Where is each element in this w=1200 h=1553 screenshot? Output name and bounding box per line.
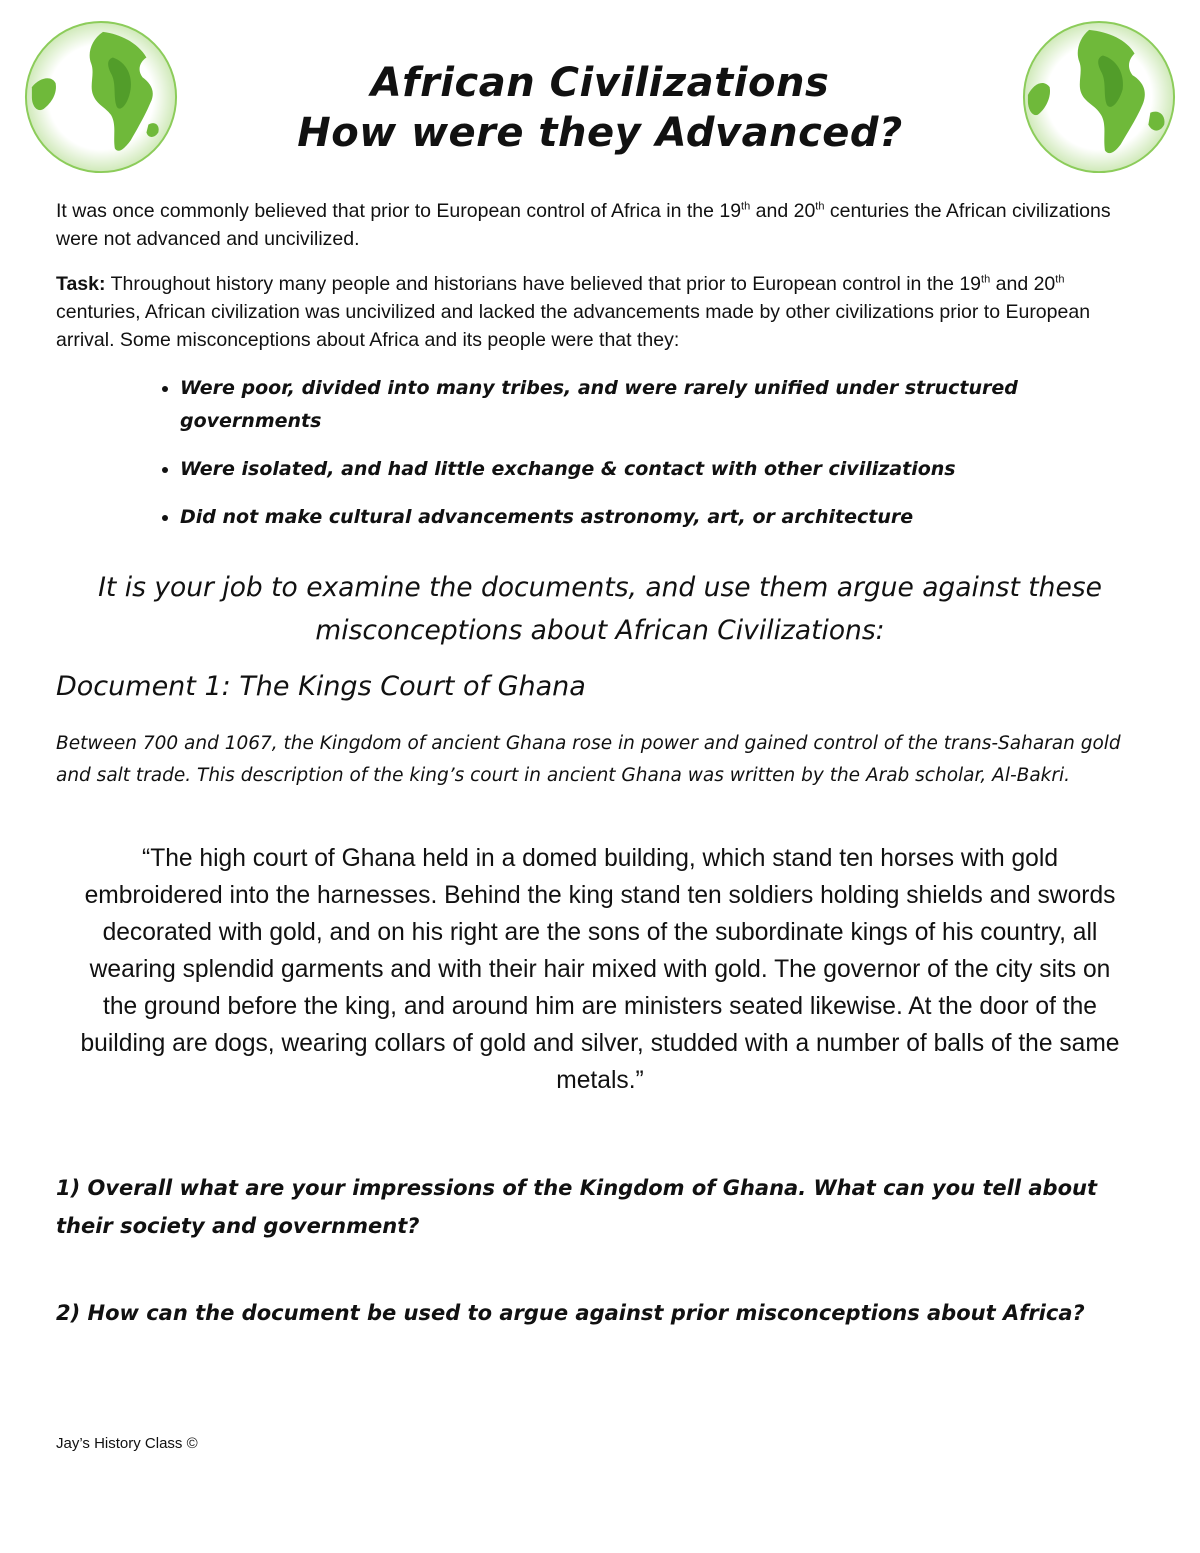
ordinal-suffix: th — [981, 273, 991, 286]
question-2: 2) How can the document be used to argue against prior misconceptions about Africa? — [56, 1301, 1085, 1325]
intro-text: It was once commonly believed that prior to European control of Africa in the 19 — [56, 200, 742, 222]
task-text: and 20 — [990, 273, 1056, 295]
footer-credit: Jay’s History Class © — [56, 1435, 198, 1452]
intro-paragraph — [56, 197, 1151, 253]
document-intro: Between 700 and 1067, the Kingdom of ancient Ghana rose in power and gained control of the trans-Saharan gold and salt trade. This description of the king’s court in ancient Ghana was written by the Arab scholar, Al-Bakri. — [56, 733, 1121, 786]
task-text: centuries, African civilization was uncivilized and lacked the advancements made by other civilizations prior to European arrival. Some misconceptions about Africa and its people were that they: — [56, 301, 1091, 351]
task-label: Task: — [56, 273, 106, 295]
title-line-1: African Civilizations — [370, 60, 830, 106]
ordinal-suffix: th — [741, 200, 751, 213]
document-quote: “The high court of Ghana held in a domed building, which stand ten horses with gold embroidered into the harnesses. Behind the king stand ten soldiers holding shields and swords decorated with gold, and on his right are the sons of the subordinate kings of his country, all wearing splendid garments and with their hair mixed with gold. The governor of the city sits on the ground before the king, and around him are ministers seated likewise. At the door of the building are dogs, wearing collars of gold and silver, studded with a number of balls of the same metals.” — [80, 845, 1120, 1094]
intro-text: centuries the African civilizations were not advanced and uncivilized. — [56, 200, 1111, 250]
list-item: • Did not make cultural advancements astronomy, art, or architecture — [180, 501, 1150, 534]
ordinal-suffix: th — [1055, 273, 1065, 286]
job-line-2: misconceptions about African Civilizations: — [315, 615, 885, 646]
intro-text: and 20 — [750, 200, 816, 222]
list-item: • Were isolated, and had little exchange & contact with other civilizations — [180, 453, 1150, 486]
task-paragraph — [56, 270, 1151, 354]
misconceptions-list — [140, 372, 1150, 549]
list-item: • Were poor, divided into many tribes, and were rarely unified under structured governments — [180, 372, 1150, 438]
document-heading: Document 1: The Kings Court of Ghana — [56, 671, 586, 702]
task-text: Throughout history many people and historians have believed that prior to European control in the 19 — [105, 273, 982, 295]
job-line-1: It is your job to examine the documents, and use them argue against these — [98, 572, 1102, 603]
ordinal-suffix: th — [815, 200, 825, 213]
question-1: 1) Overall what are your impressions of the Kingdom of Ghana. What can you tell about their society and government? — [56, 1176, 1097, 1238]
job-statement — [0, 566, 1200, 652]
title-line-2: How were they Advanced? — [297, 110, 903, 156]
page-title — [0, 58, 1200, 158]
